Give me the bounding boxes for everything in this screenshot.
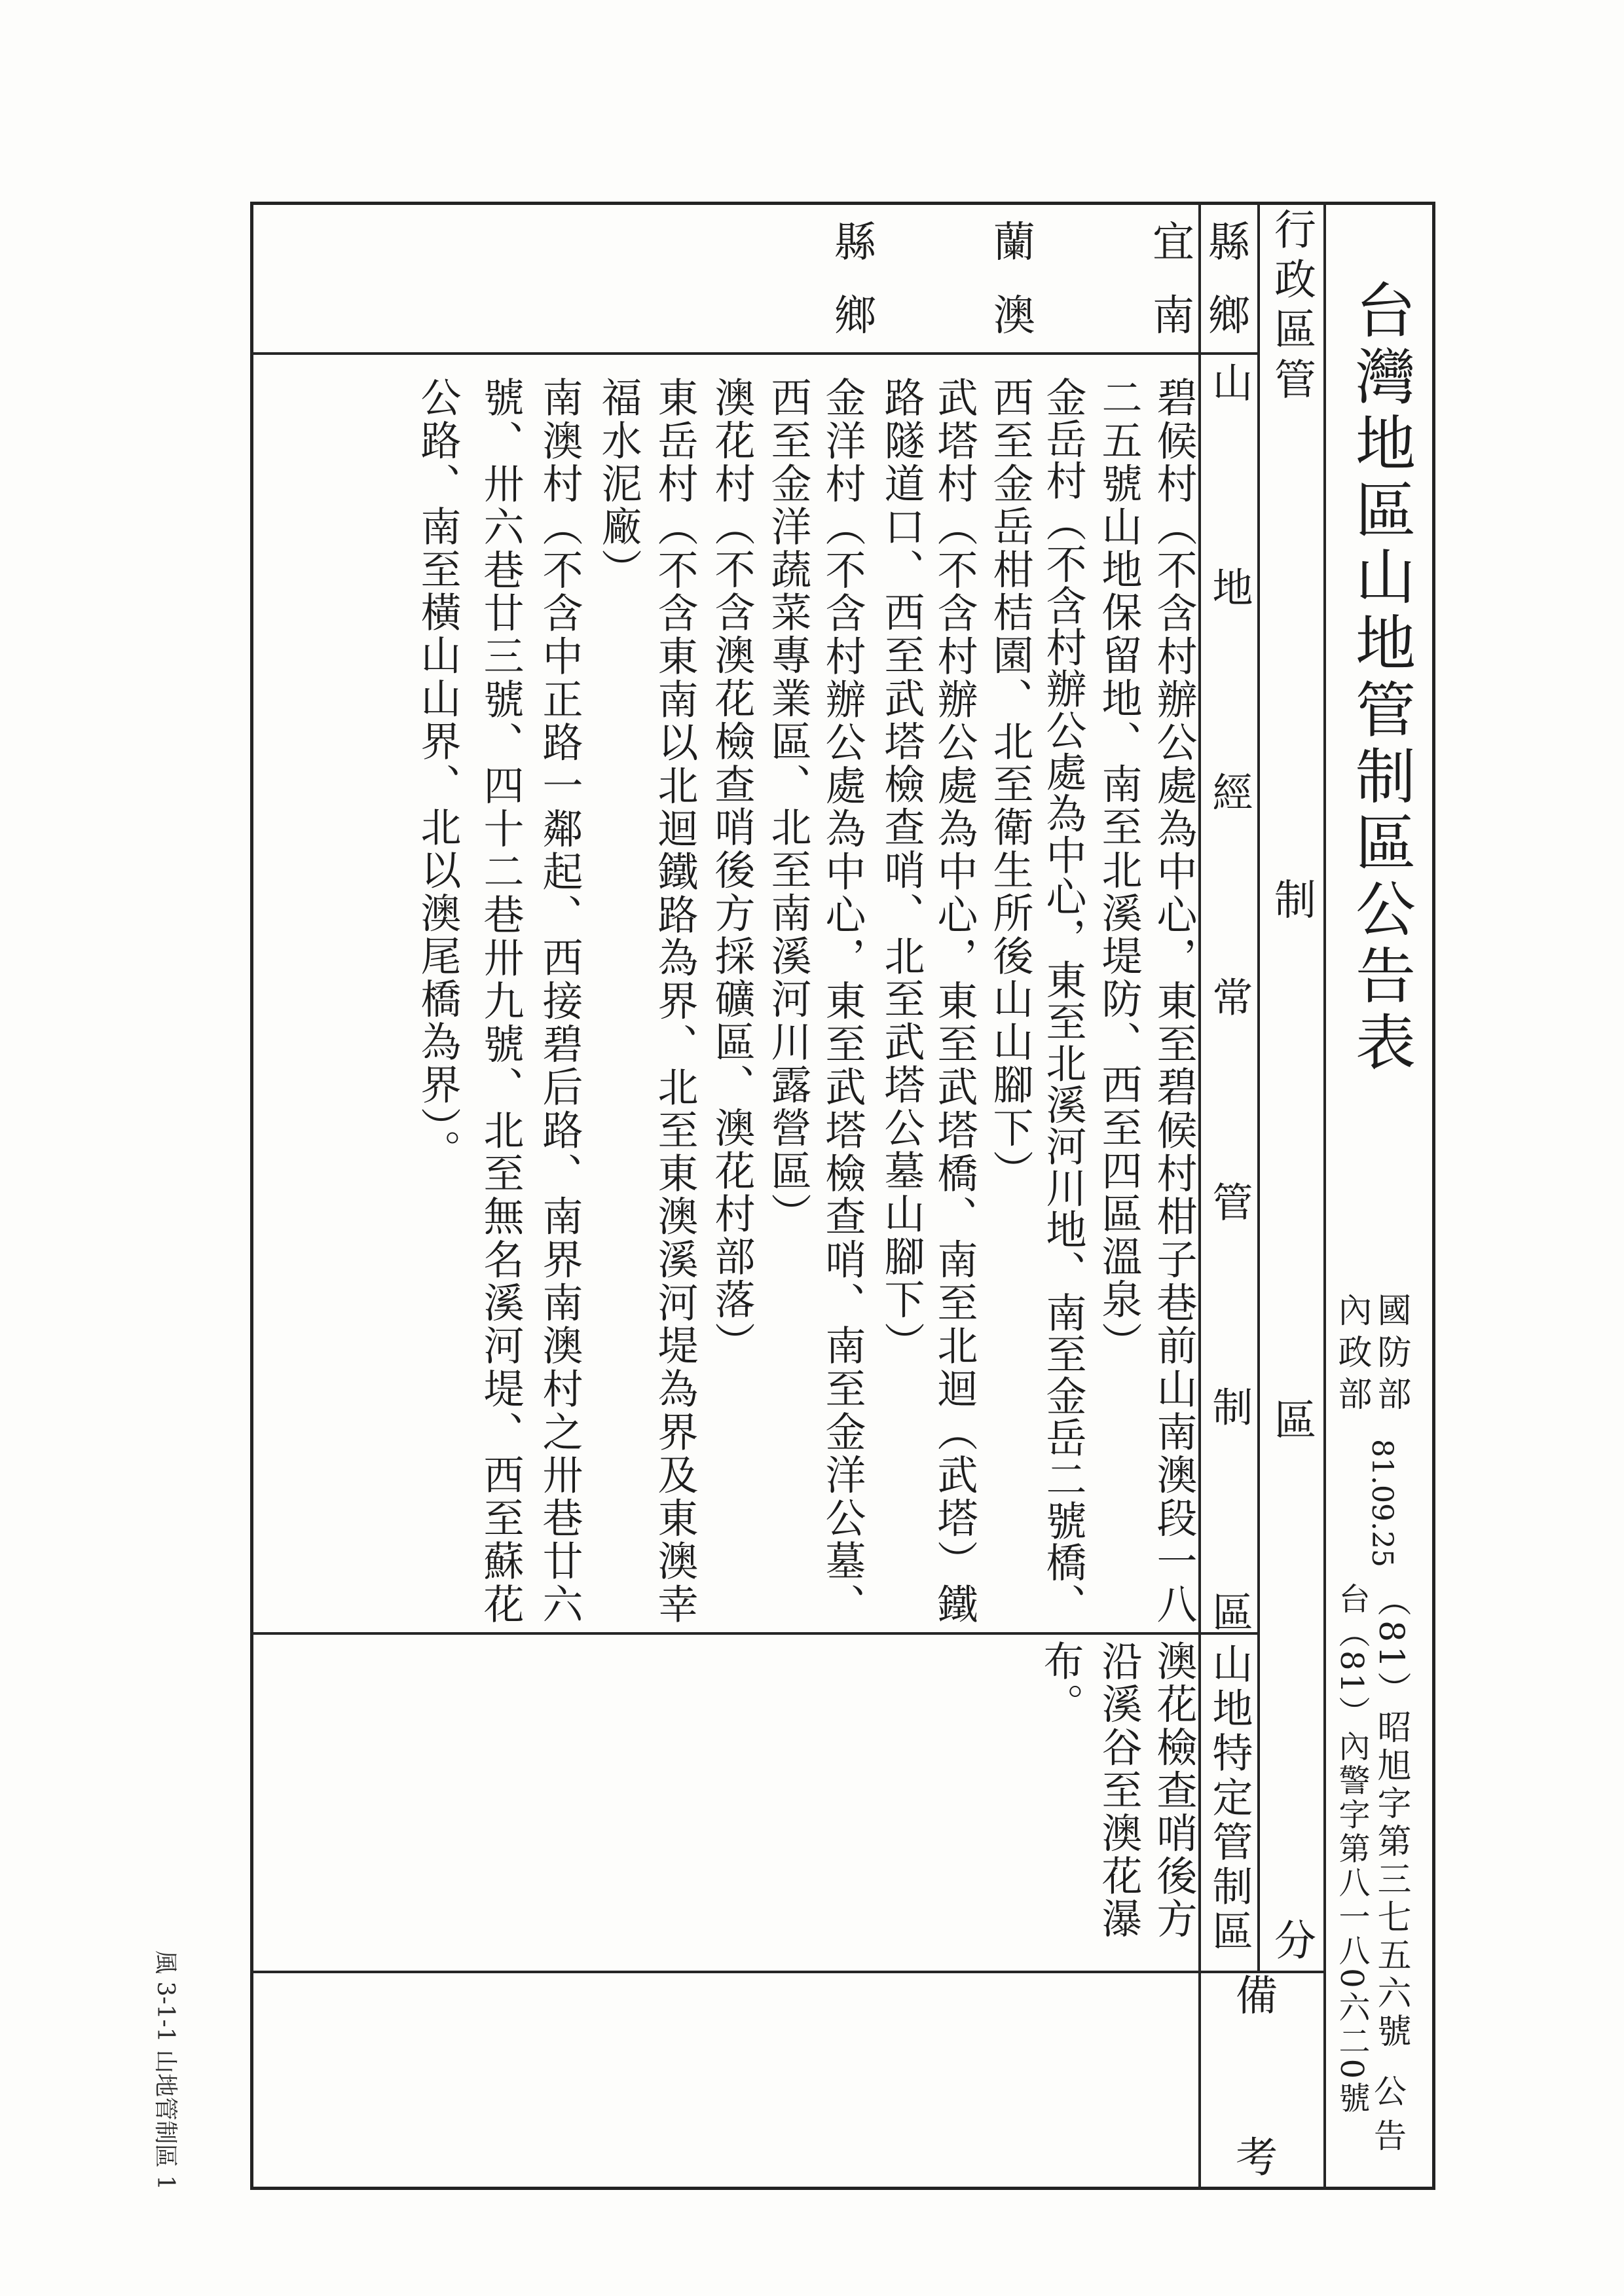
notice-label: 公告 bbox=[1369, 2074, 1407, 2151]
notice-defense-ministry: 國防部 bbox=[1371, 1292, 1411, 1410]
township-name: 南澳鄉 bbox=[834, 292, 1194, 340]
village-line: 澳花村（不含澳花檢查哨後方採礦區、澳花村部落） bbox=[708, 376, 756, 1364]
label-regular-zone: 山地經常管制區 bbox=[1206, 361, 1253, 1631]
header-remarks: 備考 bbox=[1228, 1973, 1277, 2177]
rule-title-column-left bbox=[1323, 202, 1326, 2190]
rule-region-row-bottom bbox=[250, 352, 1259, 355]
notice-interior-ref: 台（81）內警字第八一八0六二0號 bbox=[1333, 1582, 1370, 2116]
village-line: 金岳村（不含村辦公處為中心，東至北溪河川地、南至金岳二號橋、 bbox=[1039, 376, 1087, 1624]
rule-remarks-row-top bbox=[250, 1971, 1325, 1973]
special-zone-line: 澳花檢查哨後方 bbox=[1150, 1640, 1198, 1941]
rule-regular-zone-bottom bbox=[250, 1632, 1259, 1635]
notice-defense-ref: （81）昭旭字第三七五六號 bbox=[1371, 1582, 1411, 2052]
village-line: 東岳村（不含東南以北迴鐵路為界、北至東澳溪河堤為界及東澳幸 bbox=[651, 376, 699, 1624]
page-label: 風 3-1-1 山地管制區 1 bbox=[152, 1950, 179, 2191]
special-zone-line: 布。 bbox=[1037, 1640, 1084, 1726]
label-county: 縣 bbox=[1208, 219, 1250, 267]
village-line: 碧候村（不含村辦公處為中心，東至碧候村柑子巷前山南澳段一八 bbox=[1150, 376, 1198, 1624]
village-line: 號、卅六巷廿三號、四十二巷卅九號、北至無名溪河堤、西至蘇花 bbox=[477, 376, 525, 1624]
village-line: 公路、南至橫山山界、北以澳尾橋為界）。 bbox=[414, 376, 462, 1173]
village-line: 武塔村（不含村辦公處為中心，東至武塔橋、南至北迴（武塔）鐵 bbox=[931, 376, 978, 1624]
county-name: 宜蘭縣 bbox=[834, 219, 1194, 267]
village-line: 二五號山地保留地、南至北溪堤防、西至四區溫泉） bbox=[1095, 376, 1143, 1364]
village-line: 福水泥廠） bbox=[595, 376, 642, 591]
notice-date: 81.09.25 bbox=[1365, 1439, 1399, 1567]
header-admin-region: 行政區 bbox=[1267, 208, 1316, 357]
label-township: 鄉 bbox=[1208, 292, 1250, 340]
label-special-zone: 山地特定管制區 bbox=[1206, 1643, 1253, 1954]
header-zone-type: 管制區分 bbox=[1267, 357, 1316, 1960]
village-line: 西至金洋蔬菜專業區、北至南溪河川露營區） bbox=[764, 376, 812, 1235]
village-line: 南澳村（不含中正路一鄰起、西接碧后路、南界南澳村之卅巷廿六 bbox=[536, 376, 583, 1624]
document-title: 台灣地區山地管制區公告表 bbox=[1346, 279, 1416, 1071]
rule-category-column-left bbox=[1198, 202, 1201, 2190]
notice-interior-ministry: 內政部 bbox=[1332, 1292, 1371, 1410]
special-zone-line: 沿溪谷至澳花瀑 bbox=[1095, 1640, 1143, 1941]
village-line: 路隧道口、西至武塔檢查哨、北至武塔公墓山腳下） bbox=[877, 376, 925, 1364]
village-line: 金洋村（不含村辦公處為中心，東至武塔檢查哨、南至金洋公墓、 bbox=[819, 376, 866, 1624]
village-line: 西至金岳柑桔園、北至衛生所後山山腳下） bbox=[986, 376, 1034, 1193]
rule-header-column-left bbox=[1257, 202, 1260, 1972]
